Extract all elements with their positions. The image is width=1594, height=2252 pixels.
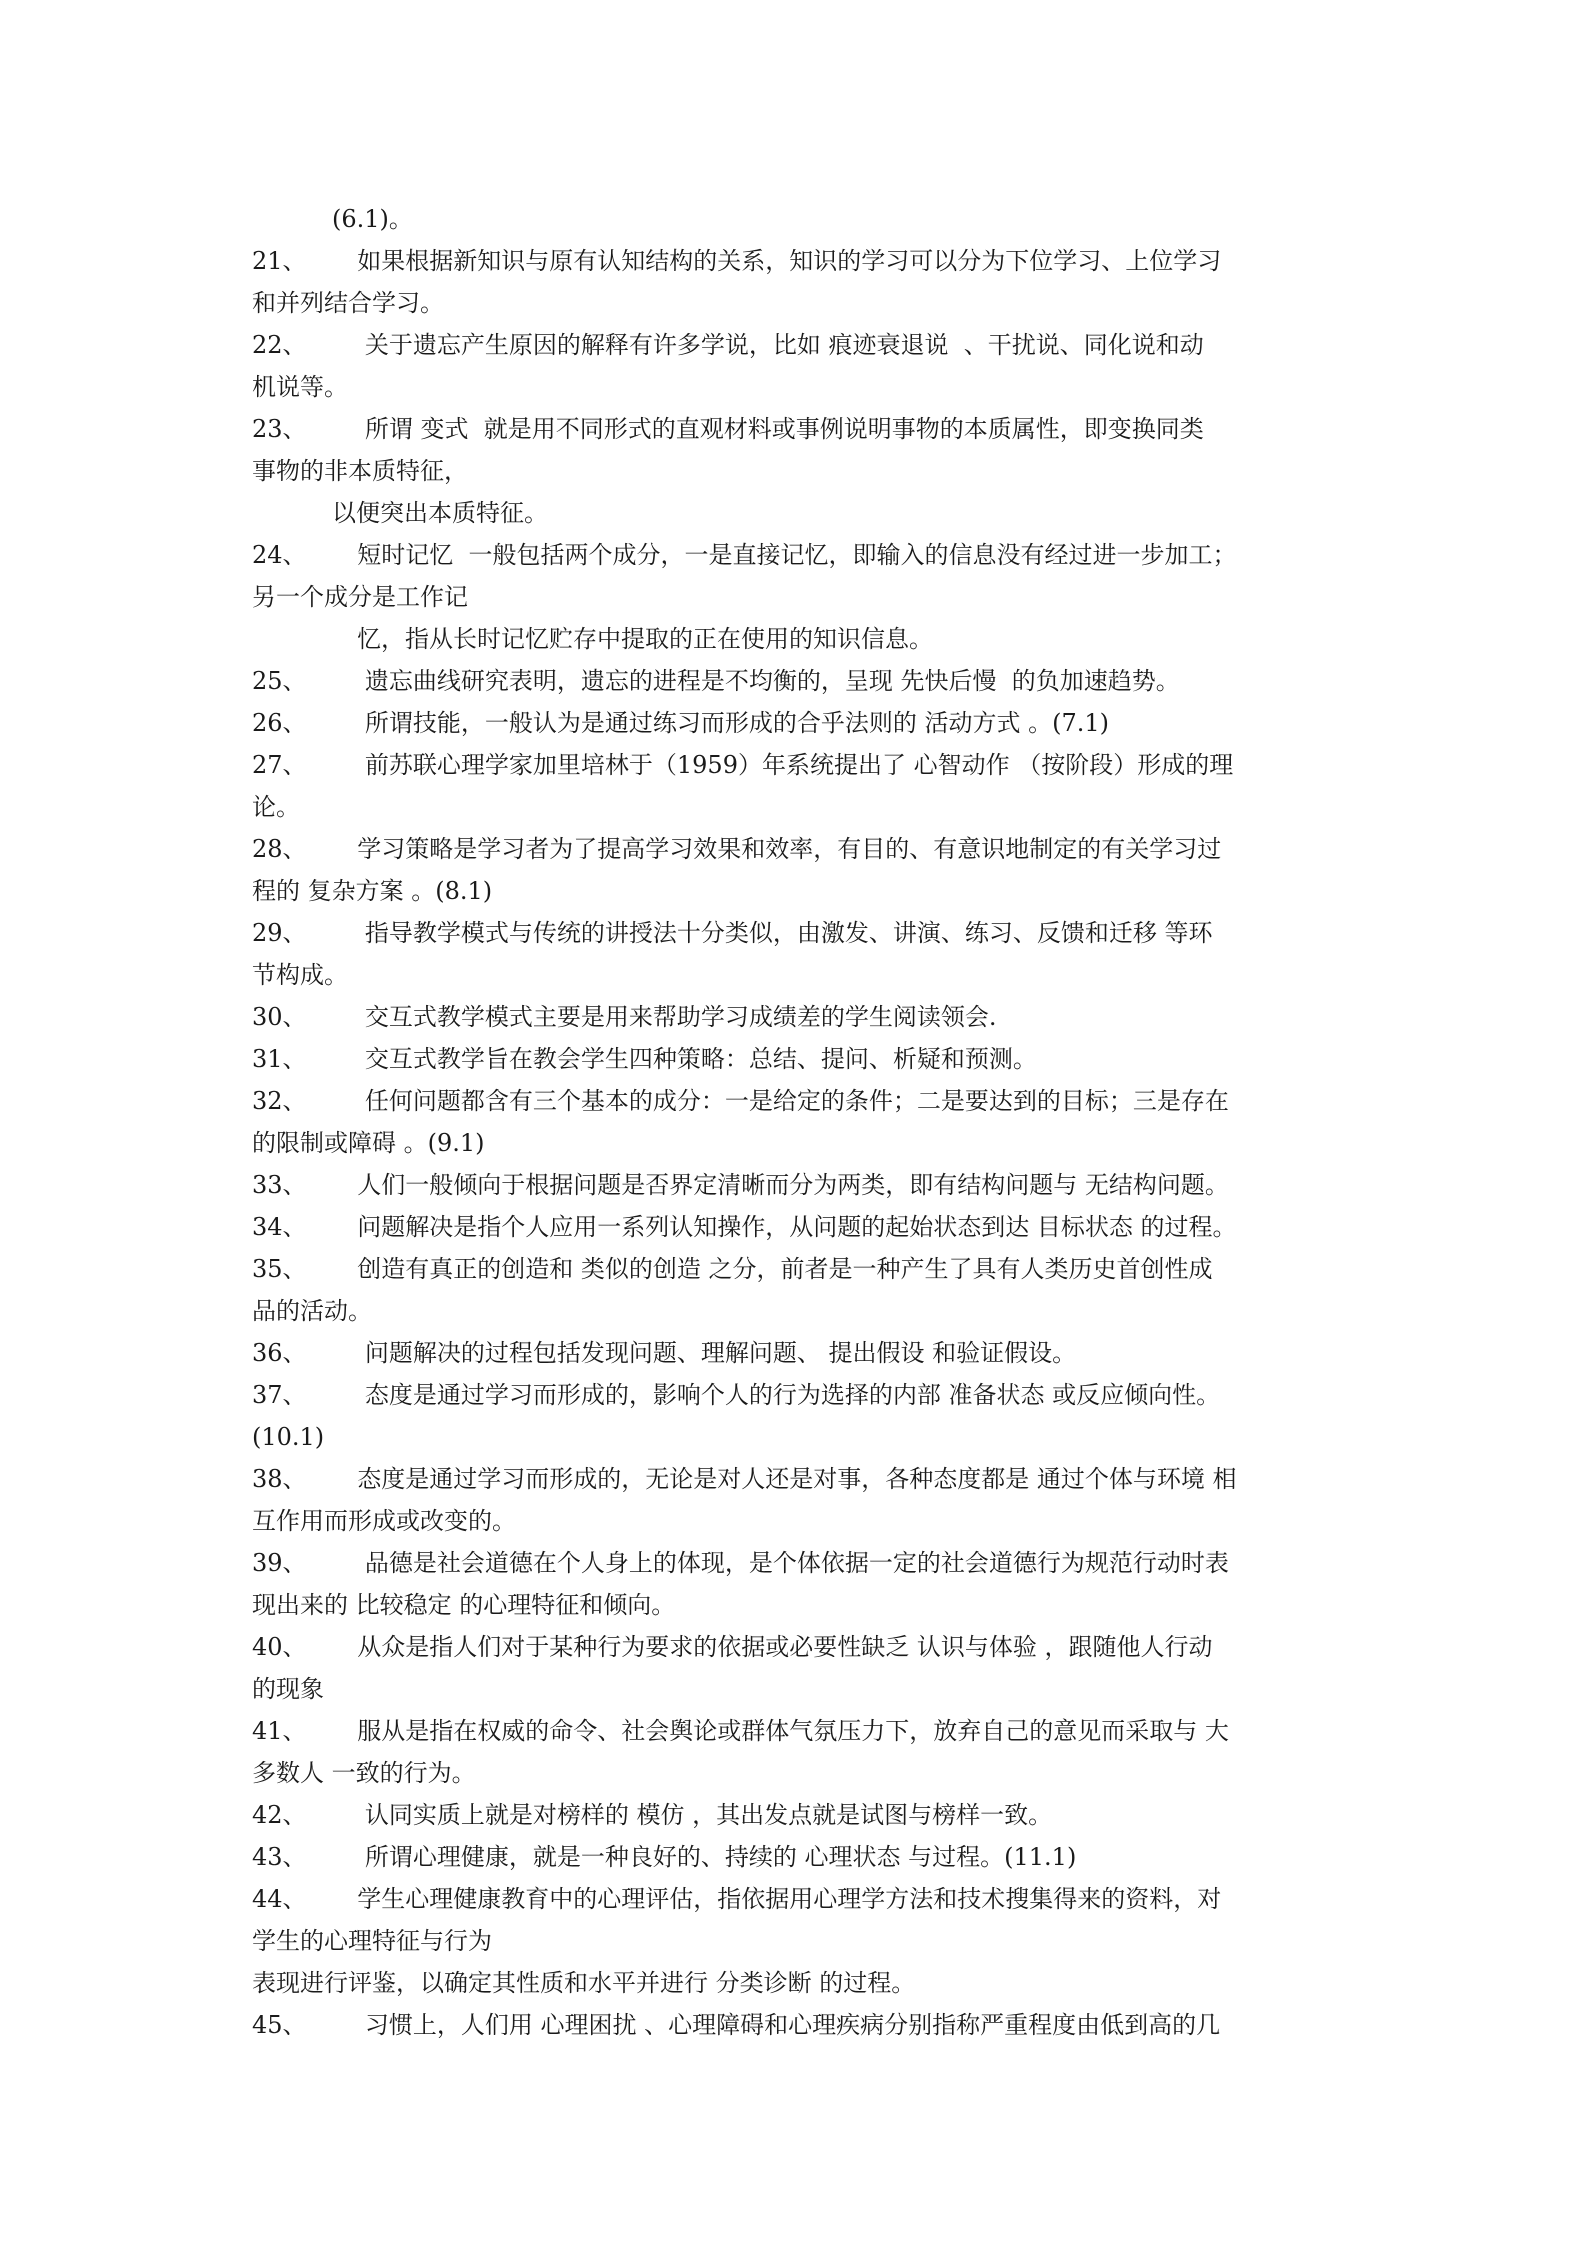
- text-line: [252, 702, 1364, 744]
- line-text: 交互式教学模式主要是用来帮助学习成绩差的学生阅读领会.: [342, 1003, 997, 1031]
- line-text: 事物的非本质特征，: [252, 457, 468, 485]
- text-line: [252, 870, 1364, 912]
- line-text: 短时记忆 一般包括两个成分，一是直接记忆，即输入的信息没有经过进一步加工；: [342, 541, 1237, 569]
- line-text: (6.1)。: [332, 205, 413, 233]
- item-number: 23、: [252, 415, 307, 443]
- text-line: [252, 282, 1364, 324]
- text-line: [252, 1080, 1364, 1122]
- item-number: 27、: [252, 751, 307, 779]
- text-line: [252, 1500, 1364, 1542]
- line-text: 指导教学模式与传统的讲授法十分类似，由激发、讲演、练习、反馈和迁移 等环: [342, 919, 1213, 947]
- item-number: 40、: [252, 1633, 307, 1661]
- line-text: 创造有真正的创造和 类似的创造 之分，前者是一种产生了具有人类历史首创性成: [342, 1255, 1213, 1283]
- line-text: 认同实质上就是对榜样的 模仿 ，其出发点就是试图与榜样一致。: [342, 1801, 1053, 1829]
- text-line: [252, 660, 1364, 702]
- text-line: [252, 408, 1364, 450]
- line-text: 机说等。: [252, 373, 348, 401]
- text-line: [252, 240, 1364, 282]
- text-line: [252, 1668, 1364, 1710]
- text-line: [252, 1122, 1364, 1164]
- line-text: 学习策略是学习者为了提高学习效果和效率，有目的、有意识地制定的有关学习过: [342, 835, 1222, 863]
- line-text: 表现进行评鉴，以确定其性质和水平并进行 分类诊断 的过程。: [252, 1969, 916, 1997]
- text-line: [252, 786, 1364, 828]
- item-number: 33、: [252, 1171, 307, 1199]
- item-number: 31、: [252, 1045, 307, 1073]
- line-text: 论。: [252, 793, 300, 821]
- line-text: 节构成。: [252, 961, 348, 989]
- item-number: 24、: [252, 541, 307, 569]
- line-text: 关于遗忘产生原因的解释有许多学说，比如 痕迹衰退说 、干扰说、同化说和动: [342, 331, 1204, 359]
- text-line: [252, 576, 1364, 618]
- item-number: 35、: [252, 1255, 307, 1283]
- text-line: [252, 744, 1364, 786]
- line-text: 另一个成分是工作记: [252, 583, 468, 611]
- text-line: [252, 1794, 1364, 1836]
- text-line: [252, 450, 1364, 492]
- line-text: 问题解决是指个人应用一系列认知操作，从问题的起始状态到达 目标状态 的过程。: [342, 1213, 1237, 1241]
- line-text: 所谓心理健康，就是一种良好的、持续的 心理状态 与过程。(11.1): [342, 1843, 1077, 1871]
- line-text: 和并列结合学习。: [252, 289, 444, 317]
- item-number: 44、: [252, 1885, 307, 1913]
- line-text: 品德是社会道德在个人身上的体现，是个体依据一定的社会道德行为规范行动时表: [342, 1549, 1229, 1577]
- text-line: [252, 1164, 1364, 1206]
- text-line: [252, 954, 1364, 996]
- text-line: [252, 1290, 1364, 1332]
- text-line: [252, 1206, 1364, 1248]
- item-number: 38、: [252, 1465, 307, 1493]
- text-line: [252, 1752, 1364, 1794]
- text-line: [252, 198, 1364, 240]
- line-text: 如果根据新知识与原有认知结构的关系，知识的学习可以分为下位学习、上位学习: [342, 247, 1222, 275]
- line-text: (10.1): [252, 1423, 325, 1451]
- line-text: 遗忘曲线研究表明，遗忘的进程是不均衡的，呈现 先快后慢 的负加速趋势。: [342, 667, 1180, 695]
- line-text: 交互式教学旨在教会学生四种策略：总结、提问、析疑和预测。: [342, 1045, 1037, 1073]
- text-line: [252, 1584, 1364, 1626]
- text-line: [252, 492, 1364, 534]
- text-line: [252, 1542, 1364, 1584]
- line-text: 的限制或障碍 。(9.1): [252, 1129, 485, 1157]
- text-line: [252, 1374, 1364, 1416]
- item-number: 30、: [252, 1003, 307, 1031]
- line-text: 习惯上，人们用 心理困扰 、心理障碍和心理疾病分别指称严重程度由低到高的几: [342, 2011, 1221, 2039]
- line-text: 学生心理健康教育中的心理评估，指依据用心理学方法和技术搜集得来的资料，对: [342, 1885, 1222, 1913]
- line-text: 互作用而形成或改变的。: [252, 1507, 516, 1535]
- item-number: 22、: [252, 331, 307, 359]
- text-line: [252, 1248, 1364, 1290]
- item-number: 42、: [252, 1801, 307, 1829]
- text-line: [252, 996, 1364, 1038]
- line-text: 人们一般倾向于根据问题是否界定清晰而分为两类，即有结构问题与 无结构问题。: [342, 1171, 1229, 1199]
- text-line: [252, 1710, 1364, 1752]
- item-number: 41、: [252, 1717, 307, 1745]
- item-number: 45、: [252, 2011, 307, 2039]
- text-line: [252, 1332, 1364, 1374]
- text-line: [252, 1962, 1364, 2004]
- text-line: [252, 618, 1364, 660]
- text-line: [252, 1836, 1364, 1878]
- item-number: 21、: [252, 247, 307, 275]
- line-text: 态度是通过学习而形成的，影响个人的行为选择的内部 准备状态 或反应倾向性。: [342, 1381, 1221, 1409]
- line-text: 前苏联心理学家加里培林于（1959）年系统提出了 心智动作 （按阶段）形成的理: [342, 751, 1234, 779]
- line-text: 所谓 变式 就是用不同形式的直观材料或事例说明事物的本质属性，即变换同类: [342, 415, 1204, 443]
- line-text: 以便突出本质特征。: [332, 499, 548, 527]
- line-text: 问题解决的过程包括发现问题、理解问题、 提出假设 和验证假设。: [342, 1339, 1077, 1367]
- line-text: 忆，指从长时记忆贮存中提取的正在使用的知识信息。: [357, 625, 933, 653]
- text-line: [252, 912, 1364, 954]
- document-page: [252, 198, 1364, 2046]
- line-text: 从众是指人们对于某种行为要求的依据或必要性缺乏 认识与体验 ，跟随他人行动: [342, 1633, 1213, 1661]
- text-line: [252, 1416, 1364, 1458]
- line-text: 多数人 一致的行为。: [252, 1759, 476, 1787]
- text-line: [252, 1038, 1364, 1080]
- line-text: 任何问题都含有三个基本的成分：一是给定的条件；二是要达到的目标；三是存在: [342, 1087, 1229, 1115]
- item-number: 43、: [252, 1843, 307, 1871]
- text-line: [252, 1458, 1364, 1500]
- text-line: [252, 534, 1364, 576]
- item-number: 32、: [252, 1087, 307, 1115]
- item-number: 39、: [252, 1549, 307, 1577]
- line-text: 态度是通过学习而形成的，无论是对人还是对事，各种态度都是 通过个体与环境 相: [342, 1465, 1237, 1493]
- line-text: 品的活动。: [252, 1297, 372, 1325]
- text-line: [252, 366, 1364, 408]
- text-line: [252, 1878, 1364, 1920]
- text-line: [252, 324, 1364, 366]
- item-number: 37、: [252, 1381, 307, 1409]
- text-line: [252, 828, 1364, 870]
- text-line: [252, 1920, 1364, 1962]
- text-line: [252, 2004, 1364, 2046]
- line-text: 现出来的 比较稳定 的心理特征和倾向。: [252, 1591, 676, 1619]
- line-text: 程的 复杂方案 。(8.1): [252, 877, 493, 905]
- item-number: 25、: [252, 667, 307, 695]
- item-number: 26、: [252, 709, 307, 737]
- item-number: 36、: [252, 1339, 307, 1367]
- line-text: 服从是指在权威的命令、社会舆论或群体气氛压力下，放弃自己的意见而采取与 大: [342, 1717, 1229, 1745]
- line-text: 学生的心理特征与行为: [252, 1927, 492, 1955]
- line-text: 的现象: [252, 1675, 324, 1703]
- item-number: 29、: [252, 919, 307, 947]
- text-line: [252, 1626, 1364, 1668]
- item-number: 28、: [252, 835, 307, 863]
- item-number: 34、: [252, 1213, 307, 1241]
- line-text: 所谓技能，一般认为是通过练习而形成的合乎法则的 活动方式 。(7.1): [342, 709, 1110, 737]
